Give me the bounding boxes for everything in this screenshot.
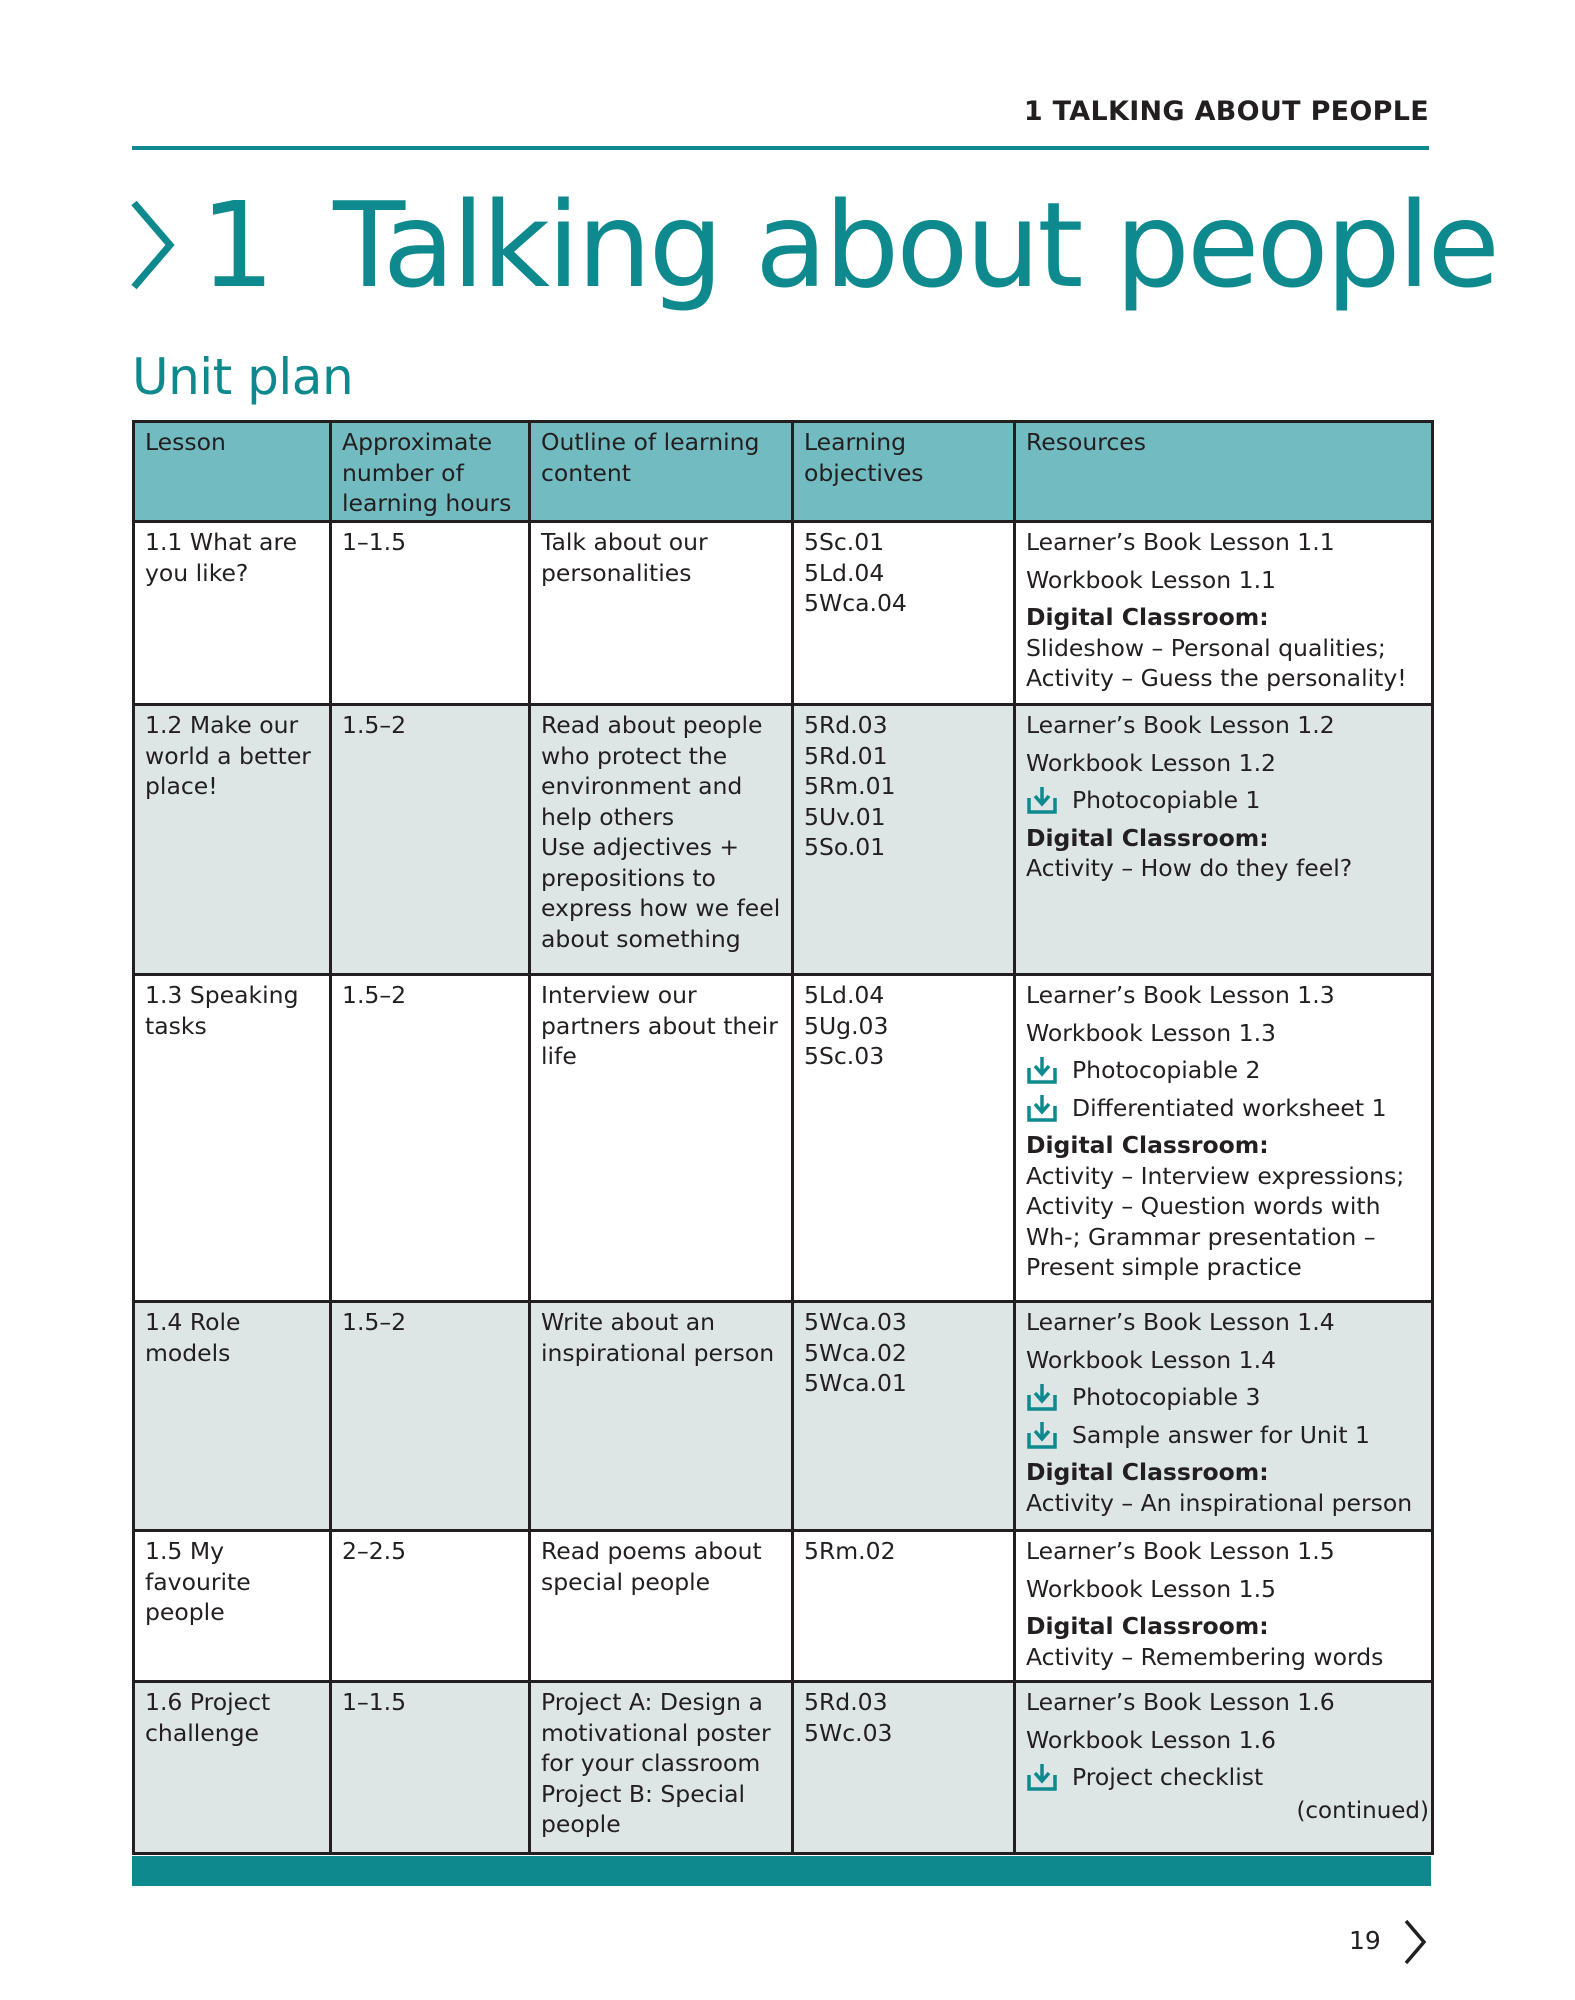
table-row (134, 975, 1433, 1302)
digital-classroom-text: Activity – Remembering words (1026, 1642, 1384, 1671)
resource-download-link[interactable] (1026, 1055, 1423, 1086)
objective-code: 5Ld.04 (804, 981, 885, 1009)
download-tray-icon (1026, 1055, 1058, 1085)
objective-code: 5Rm.02 (804, 1537, 896, 1565)
table-header-row (134, 422, 1433, 522)
lesson-cell: 1.5 My favourite people (134, 1531, 331, 1682)
running-head: 1 TALKING ABOUT PEOPLE (1023, 96, 1429, 127)
outline-line: Interview our partners about their life (541, 981, 778, 1070)
download-tray-icon (1026, 1382, 1058, 1412)
resource-label: Photocopiable 1 (1072, 786, 1261, 814)
objective-code: 5Ld.04 (804, 558, 885, 587)
resource-item: Learner’s Book Lesson 1.1 (1026, 528, 1335, 556)
outline-line: Use adjectives + prepositions to express how we feel about something (541, 833, 781, 953)
outline-cell (530, 705, 793, 975)
outline-line: Project A: Design a motivational poster for your classroom (541, 1688, 771, 1777)
objectives-cell (793, 1531, 1015, 1682)
outline-line: Talk about our personalities (541, 528, 708, 587)
resource-item: Learner’s Book Lesson 1.2 (1026, 711, 1335, 739)
objective-code: 5Rd.03 (804, 1688, 888, 1716)
resources-cell (1015, 1302, 1433, 1531)
download-tray-icon (1026, 1093, 1058, 1123)
objective-code: 5Rm.01 (804, 772, 896, 800)
chevron-right-icon (128, 197, 176, 293)
resource-item: Workbook Lesson 1.5 (1026, 1574, 1276, 1603)
outline-cell (530, 1302, 793, 1531)
objective-code: 5Sc.03 (804, 1042, 885, 1070)
objective-code: 5Ug.03 (804, 1011, 889, 1040)
objective-code: 5So.01 (804, 833, 886, 861)
lesson-cell: 1.3 Speaking tasks (134, 975, 331, 1302)
outline-cell (530, 975, 793, 1302)
objectives-cell (793, 975, 1015, 1302)
hours-cell: 1.5–2 (331, 705, 530, 975)
column-header-lesson: Lesson (134, 422, 331, 522)
resource-download-link[interactable] (1026, 1762, 1423, 1793)
outline-cell (530, 1682, 793, 1854)
digital-classroom-label: Digital Classroom: (1026, 1612, 1269, 1640)
resource-item: Learner’s Book Lesson 1.3 (1026, 981, 1335, 1009)
resources-cell (1015, 975, 1433, 1302)
lesson-cell: 1.2 Make our world a better place! (134, 705, 331, 975)
resource-download-link[interactable] (1026, 785, 1423, 816)
resource-label: Differentiated worksheet 1 (1072, 1093, 1387, 1122)
outline-cell (530, 1531, 793, 1682)
continued-note: (continued) (1296, 1798, 1429, 1824)
objectives-cell (793, 1682, 1015, 1854)
resource-label: Sample answer for Unit 1 (1072, 1420, 1370, 1449)
resource-label: Photocopiable 3 (1072, 1383, 1261, 1411)
objective-code: 5Wca.04 (804, 589, 907, 617)
outline-line: Read about people who protect the environment and help others (541, 711, 763, 831)
resource-label: Photocopiable 2 (1072, 1056, 1261, 1084)
objective-code: 5Wca.03 (804, 1308, 907, 1336)
chapter-number: 1 (200, 176, 274, 314)
footer-bar (132, 1856, 1431, 1886)
section-title: Unit plan (132, 348, 354, 406)
objective-code: 5Wc.03 (804, 1718, 893, 1747)
chapter-heading: Talking about people (333, 176, 1497, 314)
outline-line: Project B: Special people (541, 1779, 746, 1838)
digital-classroom-label: Digital Classroom: (1026, 1131, 1269, 1159)
resource-item: Workbook Lesson 1.6 (1026, 1725, 1276, 1754)
resource-item: Learner’s Book Lesson 1.5 (1026, 1537, 1335, 1565)
resource-download-link[interactable] (1026, 1420, 1423, 1451)
digital-classroom-label: Digital Classroom: (1026, 823, 1269, 852)
outline-cell (530, 522, 793, 705)
resource-download-link[interactable] (1026, 1382, 1423, 1413)
objective-code: 5Wca.01 (804, 1369, 907, 1397)
table-row (134, 522, 1433, 705)
lesson-cell: 1.6 Project challenge (134, 1682, 331, 1854)
download-tray-icon (1026, 1420, 1058, 1450)
resources-cell (1015, 705, 1433, 975)
outline-line: Write about an inspirational person (541, 1308, 775, 1367)
resource-item: Workbook Lesson 1.2 (1026, 748, 1276, 777)
digital-classroom-label: Digital Classroom: (1026, 603, 1269, 631)
page-number: 19 (1349, 1926, 1381, 1955)
objective-code: 5Uv.01 (804, 802, 886, 831)
chevron-right-icon (1402, 1918, 1428, 1966)
column-header-hours: Approximate number of learning hours (331, 422, 530, 522)
digital-classroom-text: Slideshow – Personal qualities; Activity – Guess the personality! (1026, 633, 1407, 692)
resource-item: Learner’s Book Lesson 1.6 (1026, 1688, 1335, 1716)
table-row (134, 1531, 1433, 1682)
resource-item: Workbook Lesson 1.1 (1026, 565, 1276, 594)
hours-cell: 1.5–2 (331, 1302, 530, 1531)
table-row (134, 705, 1433, 975)
table-row (134, 1682, 1433, 1854)
lesson-cell: 1.1 What are you like? (134, 522, 331, 705)
digital-classroom-text: Activity – An inspirational person (1026, 1488, 1413, 1517)
objectives-cell (793, 1302, 1015, 1531)
download-tray-icon (1026, 785, 1058, 815)
resources-cell (1015, 522, 1433, 705)
header-rule (132, 146, 1429, 150)
resource-item: Workbook Lesson 1.4 (1026, 1345, 1276, 1374)
objective-code: 5Rd.01 (804, 741, 888, 770)
digital-classroom-text: Activity – Interview expressions; Activity – Question words with Wh-; Grammar presentation – Present simple practice (1026, 1161, 1405, 1281)
hours-cell: 1–1.5 (331, 522, 530, 705)
hours-cell: 1.5–2 (331, 975, 530, 1302)
column-header-outline: Outline of learning content (530, 422, 793, 522)
table-row (134, 1302, 1433, 1531)
outline-line: Read poems about special people (541, 1537, 762, 1596)
lesson-cell: 1.4 Role models (134, 1302, 331, 1531)
resource-item: Learner’s Book Lesson 1.4 (1026, 1308, 1335, 1336)
column-header-resources: Resources (1015, 422, 1433, 522)
resources-cell (1015, 1682, 1433, 1854)
objective-code: 5Sc.01 (804, 528, 885, 556)
resource-label: Project checklist (1072, 1763, 1264, 1791)
resource-download-link[interactable] (1026, 1093, 1423, 1124)
hours-cell: 2–2.5 (331, 1531, 530, 1682)
column-header-objectives: Learning objectives (793, 422, 1015, 522)
digital-classroom-text: Activity – How do they feel? (1026, 854, 1353, 882)
hours-cell: 1–1.5 (331, 1682, 530, 1854)
objectives-cell (793, 705, 1015, 975)
objective-code: 5Wca.02 (804, 1338, 907, 1367)
unit-plan-table (132, 420, 1434, 1855)
resource-item: Workbook Lesson 1.3 (1026, 1018, 1276, 1047)
resources-cell (1015, 1531, 1433, 1682)
objective-code: 5Rd.03 (804, 711, 888, 739)
download-tray-icon (1026, 1762, 1058, 1792)
objectives-cell (793, 522, 1015, 705)
chapter-title (128, 176, 1497, 314)
digital-classroom-label: Digital Classroom: (1026, 1458, 1269, 1486)
